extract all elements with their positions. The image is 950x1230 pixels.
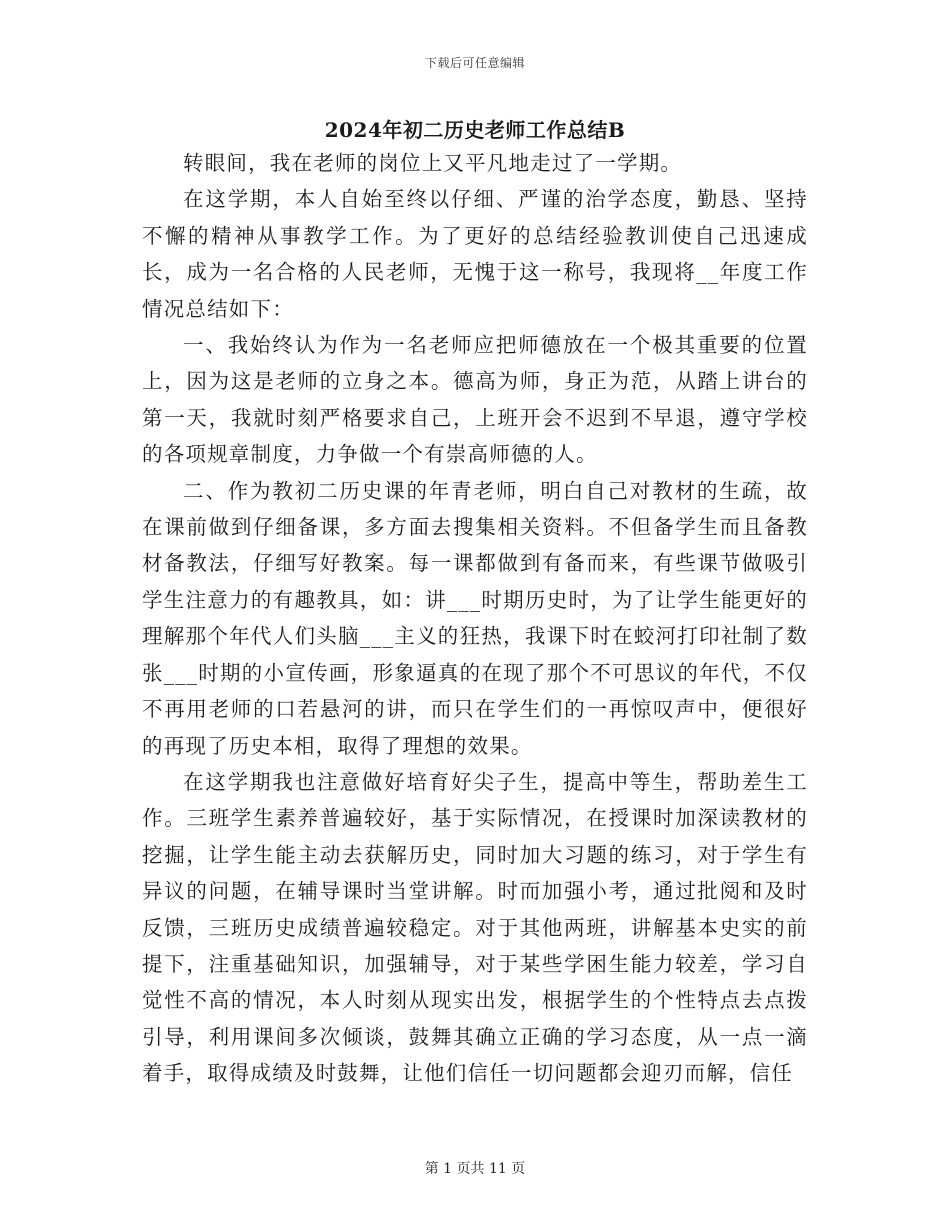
document-body [142,145,808,1092]
paragraph: 转眼间，我在老师的岗位上又平凡地走过了一学期。 [183,151,683,175]
paragraph: 二、作为教初二历史课的年青老师，明白自己对教材的生疏，故在课前做到仔细备课，多方面去搜集相关资料。不但备学生而且备教材备教法，仔细写好教案。每一课都做到有备而来，有些课节做吸引学生注意力的有趣教具，如：讲___时期历史时，为了让学生能更好的理解那个年代人们头脑___主义的狂热，我课下时在蛟河打印社制了数张___时期的小宣传画，形象逼真的在现了那个不可思议的年代，不仅不再用老师的口若悬河的讲，而只在学生们的一再惊叹声中，便很好的再现了历史本相，取得了理想的效果。 [142,478,808,758]
page-number-footer: 第 1 页共 11 页 [424,1161,526,1177]
paragraph: 一、我始终认为作为一名老师应把师德放在一个极其重要的位置上，因为这是老师的立身之本。德高为师，身正为范，从踏上讲台的第一天，我就时刻严格要求自己，上班开会不迟到不早退，遵守学校的各项规章制度，力争做一个有崇高师德的人。 [142,333,808,467]
paragraph: 在这学期我也注意做好培育好尖子生，提高中等生，帮助差生工作。三班学生素养普遍较好，基于实际情况，在授课时加深读教材的挖掘，让学生能主动去获解历史，同时加大习题的练习，对于学生有异议的问题，在辅导课时当堂讲解。时而加强小考，通过批阅和及时反馈，三班历史成绩普遍较稳定。对于其他两班，讲解基本史实的前提下，注重基础知识，加强辅导，对于某些学困生能力较差，学习自觉性不高的情况，本人时刻从现实出发，根据学生的个性特点去点拨引导，利用课间多次倾谈，鼓舞其确立正确的学习态度，从一点一滴着手，取得成绩及时鼓舞，让他们信任一切问题都会迎刃而解，信任 [142,769,808,1086]
document-title: 2024年初二历史老师工作总结B [324,118,626,142]
paragraph: 在这学期，本人自始至终以仔细、严谨的治学态度，勤恳、坚持不懈的精神从事教学工作。为了更好的总结经验教训使自己迅速成长，成为一名合格的人民老师，无愧于这一称号，我现将__年度工作情况总结如下： [142,187,808,321]
header-note: 下载后可任意编辑 [424,56,525,70]
